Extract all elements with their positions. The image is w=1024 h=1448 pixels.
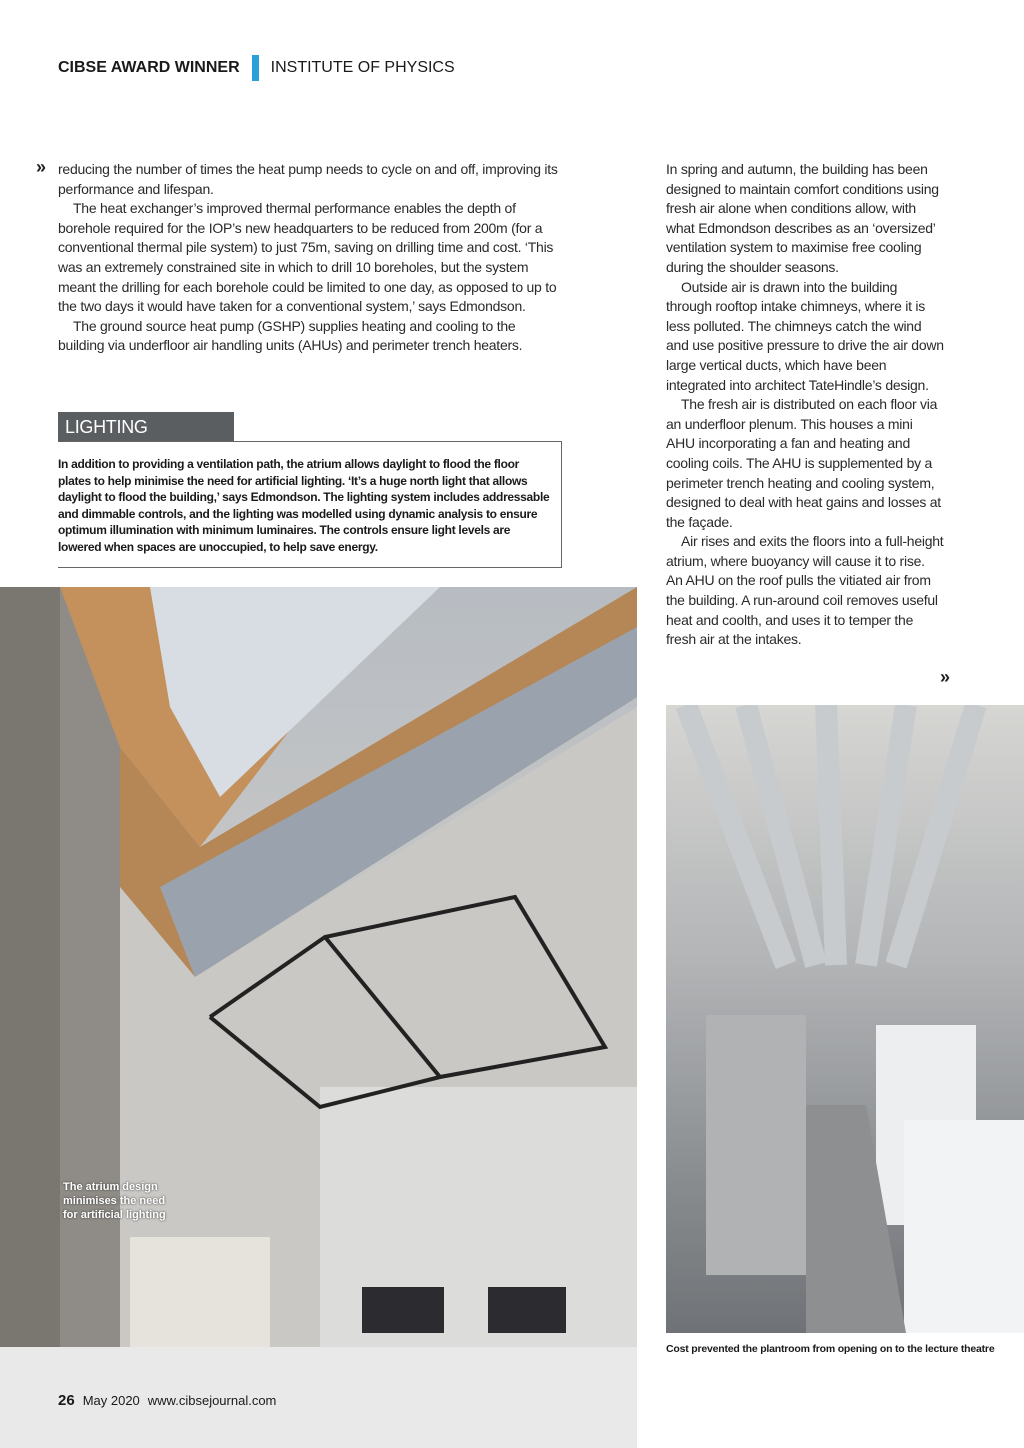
- paragraph: Air rises and exits the floors into a full-height atrium, where buoyancy will cause it to rise. An AHU on the roof pulls the vitiated air from the building. A run-around coil removes useful heat and coolth, and uses it to temper the fresh air at the intakes.: [666, 533, 944, 648]
- section-label: CIBSE AWARD WINNER: [58, 59, 240, 76]
- atrium-caption: The atrium design minimises the need for artificial lighting: [63, 1181, 166, 1221]
- website-link[interactable]: www.cibsejournal.com: [147, 1393, 277, 1408]
- paragraph: The fresh air is distributed on each floor via an underfloor plenum. This houses a mini AHU incorporating a fan and heating and cooling coils. The AHU is supplemented by a perimeter trench heating and cooling system, designed to deal with heat gains and losses at the façade.: [666, 396, 941, 530]
- left-column: [58, 160, 564, 356]
- right-column: [666, 160, 944, 650]
- paragraph: reducing the number of times the heat pump needs to cycle on and off, improving its performance and lifespan.: [58, 161, 558, 197]
- lighting-box-title: LIGHTING PHYSICS: [58, 412, 234, 442]
- lighting-box: [58, 441, 562, 568]
- page-footer: [58, 1392, 276, 1409]
- paragraph: Outside air is drawn into the building through rooftop intake chimneys, where it is less polluted. The chimneys catch the wind and use positive pressure to drive the air down large vertical ducts, which have been integrated into architect TateHindle’s design.: [666, 278, 944, 393]
- page-number: 26: [58, 1392, 75, 1409]
- atrium-illustration: [0, 587, 637, 1448]
- plantroom-illustration: [666, 705, 1024, 1333]
- header-divider: [252, 55, 259, 81]
- article-title: INSTITUTE OF PHYSICS: [270, 59, 455, 76]
- plantroom-caption: Cost prevented the plantroom from opening on to the lecture theatre: [666, 1343, 995, 1355]
- paragraph: The heat exchanger’s improved thermal performance enables the depth of borehole required for the IOP’s new headquarters to be reduced from 200m (for a conventional thermal pile system) to just 75m, saving on drilling time and cost. ‘This was an extremely constrained site in which to drill 10 boreholes, but the system meant the drilling for each borehole could be limited to one day, as opposed to up to the two days it would have taken for a conventional system,’ says Edmondson.: [58, 200, 557, 315]
- continues-icon: »: [940, 667, 951, 687]
- plantroom-photo: [666, 705, 1024, 1333]
- atrium-photo: [0, 587, 637, 1448]
- lighting-box-body: In addition to providing a ventilation path, the atrium allows daylight to flood the floor plates to help minimise the need for artificial lighting. ‘It’s a huge north light that allows daylight to flood the building,’ says Edmondson. The lighting system includes addressable and dimmable controls, and the lighting was modelled using dynamic analysis to ensure optimum illumination with minimum luminaires. The controls ensure light levels are lowered when spaces are unoccupied, to help save energy.: [58, 457, 550, 554]
- paragraph: The ground source heat pump (GSHP) supplies heating and cooling to the building via underfloor air handling units (AHUs) and perimeter trench heaters.: [58, 317, 523, 354]
- issue-date: May 2020: [82, 1393, 140, 1408]
- continued-icon: »: [36, 157, 47, 177]
- page-header: [58, 55, 455, 81]
- paragraph: In spring and autumn, the building has been designed to maintain comfort conditions using fresh air alone when conditions allow, with what Edmondson describes as an ‘oversized’ ventilation system to maximise free cooling during the shoulder seasons.: [666, 161, 939, 275]
